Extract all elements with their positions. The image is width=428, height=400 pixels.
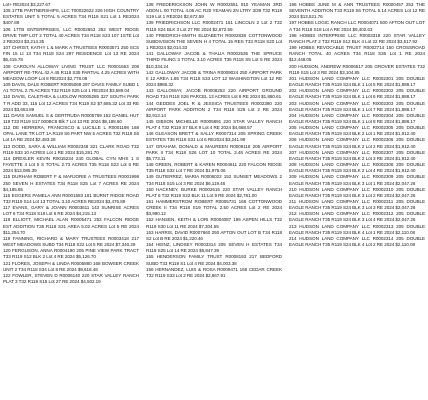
notice-entry: 209 HUDSON LAND COMPANY LLC R0002309 205 DOUBLE EAGLE RANCH T35 R119 S24 BLK 3 Lot 1 RE 2024 $2,047.26 <box>289 174 425 186</box>
notice-entry: 147 GRAHAM, DONALD & MAUREEN R0009118 205 AIRPORT PARK II T34 R118 S26 LOT 10 TOTAL 3.48 ACRES RE 2024 $5,773.11 <box>146 143 282 161</box>
notice-entry: 206 HUDSON LAND COMPANY LLC R0002306 205 DOUBLE EAGLE RANCH T35 R119 S24 BLK 2 Lot 2 RE 2024 $1,912.40 <box>289 137 425 149</box>
notice-entry: 143 GALLOWAY, JACOB R0008253 220 AIRPORT GROUND ROAD T34 R118 S26 PARCEL 13 ACRES Lot 8 RE 2024 $1,880.61 <box>146 88 282 100</box>
notice-entry: 111 DAVIS SAMUEL S & GERTRUDA R0005769 152 DANIEL HUT 119 T33 R119 S17 000BC8 Blk 7 Lot 13 RE 2024 $9,188.60 <box>3 112 139 124</box>
column-middle <box>146 2 282 400</box>
notice-entry: 210 HUDSON LAND COMPANY LLC R0002310 205 DOUBLE EAGLE RANCH T35 R119 S24 BLK 3 Lot 2 RE 2024 $2,047.26 <box>289 186 425 198</box>
notice-entry: 196 HOBBS JUNE M & ANN TRUSTEES R0000457 253 THE SEVENTH ADDITION T33 R119 S6 TOTAL 5.14 ACRES Lot 12 RE 2024 $13,521.76 <box>289 2 425 20</box>
notice-entry: 199 HOBBS REVOCABLE TRUST R0002714 150 CROSSROAD RANCH TOTAL 40 ACRES T34 R118 S36 Lot 1 RE 2024 $12,448.05 <box>289 45 425 63</box>
notice-entry: 110 DAVIS, CALETHEA & LUDLOW R0005285 327 SOUTH PARK T R ADD 33, 115 Lot 12 ACRES T34 R119 S2 $7,685.32 Lot 33 RE 2024 $3,653.89 <box>3 94 139 112</box>
notice-entry: 140 FRIEDRICH-SMITH ELIZABETH R0002838 COTTONWOOD SUBDIVISION THE SEVEN H 4 TOTAL 15 RES T33 R118 S20 Lot 1 RE2024 $2,014.33 <box>146 32 282 51</box>
notice-entry: 113 DODD, SARA & WILLIAM R0002348 321 CLARK ROAD T32 R119 S33 10 ACRES Lot 1 RE 2024 $15,281.70 <box>3 143 139 155</box>
notice-entry: 152 HANSEN, KEITH & LORI R0004087 195 ASPEN HILLS T32 R119 S30 Lot 11 RE 2024 $7,304.55 <box>146 217 282 229</box>
notice-entry: 144 GEDDES JOEL R & JESSICA TRUSTEES R0002380 220 AIRPORT PARK ADDITION 2 T34 R118 S26 Lot 2 RE 2024 $2,913.14 <box>146 100 282 118</box>
notice-entry: 197 HOBBS LOGIC RANCH LLC R0004071 500 AFTON OUT LOT A T34 R118 S18 Lot A RE 2024 $9,402.63 <box>289 20 425 32</box>
notice-entry: 145 GIBSON MICHELLE R0005891 220 STAR VALLEY RANCH PLAT 4 T32 R119 S7 BLK 9 Lot 4 RE 2024 $4,668.57 <box>146 118 282 131</box>
notice-entry: 138 FREDERICKSON JOHN W R0002551 910 YEAMAN 3RD ADDN L 00 TOTAL 4.05 AC R20 YEAMAN 2N LTRY 3/39 T32 R119 S19 Lot 1 RE2024 $2,672.59 <box>146 2 282 20</box>
notice-entry: 213 HUDSON LAND COMPANY LLC R0002313 205 DOUBLE EAGLE RANCH T35 R119 S24 BLK 4 Lot 1 RE 2024 $2,110.08 <box>289 223 425 235</box>
notice-entry: 150 HACKNEY, BURKE R0002615 220 STAR VALLEY RANCH PLAT 6 T32 R119 S22 BLK 11 Lot 9 RE 2024 $2,781.00 <box>146 186 282 198</box>
notice-entry: Lot+ RE2024 $3,227.67 <box>3 2 51 7</box>
notice-entry: 115 DURHAM ROBERT F & MARJORIE A TRUSTEES R0001998 250 SEVEN H ESTATES T34 R118 S25 Lot 7 ACRES RE 2024 $4,185.65 <box>3 174 139 192</box>
notice-entry: 105 17TB PARTNERSHIPS, LLC T00022622 226 HIGH COUNTRY ESTATES UNIT 5 TOTAL 5 ACRES T34 R118 S21 Lot 1 RE2024 $407.86 <box>3 8 139 26</box>
notice-entry: 106 17TB ENTERPRISES, LLC R0002653 252 WEST RIDGE DRIVE TWP LOT 2 TOTAL 40 ACRES T34 R118 S23 107 1STE Lot 2 RE2024 $3,214.35 <box>3 26 139 44</box>
notice-entry: 201 HUDSON LAND COMPANY LLC R0002301 205 DOUBLE EAGLE RANCH T35 R119 S24 BLK 1 Lot 5 RE 2024 $1,888.17 <box>289 75 425 88</box>
notice-entry: 139 FRIEDRICHSON LLC R0002471 151 LINCOLN 2 Lot 2 T32 R119 S24 BLK 3 Lot 27 RE 2024 $2,672.59 <box>146 20 282 32</box>
notice-entry: 211 HUDSON LAND COMPANY LLC R0002311 205 DOUBLE EAGLE RANCH T35 R119 S24 BLK 3 Lot 3 RE 2024 $2,047.26 <box>289 199 425 211</box>
notice-entry: 146 GLEASON BRETT & SALLY R0007314 205 SPRING CREEK ESTATES T35 R118 S31 Lot 6 RE2024 $3,241.99 <box>146 131 282 143</box>
notice-entry: 148 GREEN, ROBERT & KAREN R0004611 220 FALCON RIDGE T35 R118 S32 Lot 7 RE 2024 $1,975.06 <box>146 162 282 174</box>
notice-entry: 198 HOBBS INTERPRISE LLC R0003318 220 STAR VALLEY RANCH PLAT 2 T32 R119 S12 BLK 4 Lot 22 RE 2024 $3,517.92 <box>289 32 425 44</box>
notice-entry: 109 DAVIS, DALE ROBERT R0005069 297 DAVIS FAMILY SUBD 1 A1 TOTAL 2.75 ACRES T32 R119 S25 Lot 1 RE2024 $3,589.04 <box>3 82 139 94</box>
notice-entry: 212 HUDSON LAND COMPANY LLC R0002312 205 DOUBLE EAGLE RANCH T35 R119 S24 BLK 3 Lot 4 RE 2024 $2,047.26 <box>289 211 425 223</box>
notice-entry: 142 GALLOWAY JACOB & TRINA R0009024 250 AIRPORT PARK II 12 AREA 1.85 T34 R118 S33 LOT 12 WASHINGTON Lot 12 RE 2024 $986.32 <box>146 69 282 88</box>
notice-entry: 208 HUDSON LAND COMPANY LLC R0002308 205 DOUBLE EAGLE RANCH T35 R119 S24 BLK 2 Lot 4 RE 2024 $1,912.40 <box>289 162 425 174</box>
notice-entry: 151 HAMMERSTROM ROBERT R0005731 168 COTTONWOOD CREEK II T34 R118 S19 TOTAL 2.50 ACRES Lot 2 RE 2024 $3,990.12 <box>146 199 282 217</box>
notice-entry: 107 CHRIST, KATHY L & MARK A TRUSTEES R0003571 250 SCS FIN 15 Lt 13 T34 R118 S24 297 RESIDENCE Lot 13 RE 2024 $6,415.78 <box>3 45 139 63</box>
notice-entry: 122 FOWLER, STEVEN D R0006140 220 STAR VALLEY RANCH PLAT 3 T32 R119 S15 Lot 27 RE 2024 $4,502.19 <box>3 272 139 285</box>
notice-entry: 207 HUDSON LAND COMPANY LLC R0002307 205 DOUBLE EAGLE RANCH T35 R119 S24 BLK 2 Lot 3 RE 2024 $1,912.40 <box>289 149 425 161</box>
notice-entry: 141 GALLOWAY JACOB & THALIA R0002536 THE SPRUCE THIRD FILING 3 TOTAL 3.10 ACRES T35 R118 S5 Lot 5 RE 2024 $10,334.24 <box>146 51 282 69</box>
notice-entry: 156 HERNANDEZ, LUIS & ROSA R0009471 168 CEDAR CREEK T32 R119 S33 Lot 2 RE 2024 $2,667.91 <box>146 266 282 278</box>
notice-entry: 214 HUDSON LAND COMPANY LLC R0002314 205 DOUBLE EAGLE RANCH T35 R119 S24 BLK 4 Lot 2 RE 2024 $2,110.08 <box>289 235 425 248</box>
column-left <box>3 2 139 400</box>
notice-entry: 149 GUTIERREZ, MARIA R0006022 152 SUNSET MEADOWS 2 T34 R118 S15 Lot 3 RE 2024 $6,119.46 <box>146 174 282 186</box>
notice-entry: 116 EGGERS PAMELA ANN R0001583 181 BURNT RIDGE ROAD T32 R119 S14 Lot 13 TOTAL 3.10 ACRES RE2024 $3,476.89 <box>3 192 139 204</box>
column-right <box>289 2 425 400</box>
notice-entry: 200 HUDSON, ANDREW R0006517 205 GROVER ESTATES T32 R119 S15 Lot 3 RE 2024 $3,104.85 <box>289 63 425 75</box>
notice-entry: 112 DE HERRERA, FRANCISCO & LUCILLE L R0001198 168 OPAL LANE TR LOT 1A R119 S6 PART NW 5 ACRES T32 R119 S6 Lot 1A RE 2024 $2,483.28 <box>3 125 139 143</box>
notice-entry: 118 ELLIOTT, MICHAEL ALAN R0005471 253 FALCON RIDGE EST ADDITION T35 R118 S31 AREA 5.02 ACRES Lot 5 RE 2024 $11,254.70 <box>3 217 139 235</box>
notice-entry: 204 HUDSON LAND COMPANY LLC R0002304 205 DOUBLE EAGLE RANCH T35 R119 S24 BLK 1 Lot 8 RE 2024 $1,888.17 <box>289 112 425 124</box>
notice-entry: 121 FLORES, JOSEPH & LINDA R0005880 168 BOWSER CREEK UNIT 2 T34 R118 S34 Lot 8 RE 2024 $9,618.48 <box>3 260 139 272</box>
notice-entry: 108 CAROLYN ALLOWAY LIVING TRUST LLC R0001663 208 AIRPORT RE-TRAL 42 A 45 R118 S35 PARTIAL 4.25 ACRES WITH MEADOW LOOP Lot 8 RE2024 $2,778.08 <box>3 63 139 81</box>
notice-entry: 120 FERGUSON, ANNA R0004190 205 PINE VIEW PARK TRACT T33 R119 S12 BLK 2 Lot 4 RE 2024 $5,126.70 <box>3 248 139 260</box>
notice-entry: 119 FANNING, RICHARD & MARY TRUSTEES R0003418 217 WEST MEADOWS SUBD T34 R118 S22 Lot 5 RE 2024 $7,340.29 <box>3 235 139 248</box>
notice-entry: 202 HUDSON LAND COMPANY LLC R0002302 205 DOUBLE EAGLE RANCH T35 R119 S24 BLK 1 Lot 6 RE 2024 $1,888.17 <box>289 88 425 100</box>
notice-entry: 153 HARRIS, DAVID R0007660 250 AFTON OUT LOT B T34 R118 S2 Lot B RE 2024 $1,220.46 <box>146 229 282 241</box>
notice-entry: 203 HUDSON LAND COMPANY LLC R0002303 205 DOUBLE EAGLE RANCH T35 R119 S24 BLK 1 Lot 7 RE 2024 $1,888.17 <box>289 100 425 112</box>
notice-entry: 205 HUDSON LAND COMPANY LLC R0002305 205 DOUBLE EAGLE RANCH T35 R119 S24 BLK 2 Lot 1 RE 2024 $1,912.40 <box>289 125 425 137</box>
notice-entry: 114 DREXLER KEVIN R0015234 240 GLOBAL CYN MHS 1 S FAYETTE 4 Lot 5 S TOTAL 2.73 ACRES T35 R118 S23 Lot 6 RE 2024 $13,085.39 <box>3 155 139 174</box>
notice-entry: 154 HEINZ, LINDSEY R0003314 205 SEVEN H ESTATES T34 R118 S25 Lot 14 RE 2024 $5,847.39 <box>146 242 282 254</box>
notice-entry: 117 EVANS, GARY & JOANN R0003611 143 SUNRISE ACRES LOT 6 T34 R118 S18 Lot 6 RE 2024 $4,215.13 <box>3 205 139 217</box>
notice-entry: 155 HENDERSON FAMILY TRUST R0008193 217 BEDFORD SUBD T33 R119 S1 Lot 4 RE 2024 $4,003.38 <box>146 254 282 266</box>
